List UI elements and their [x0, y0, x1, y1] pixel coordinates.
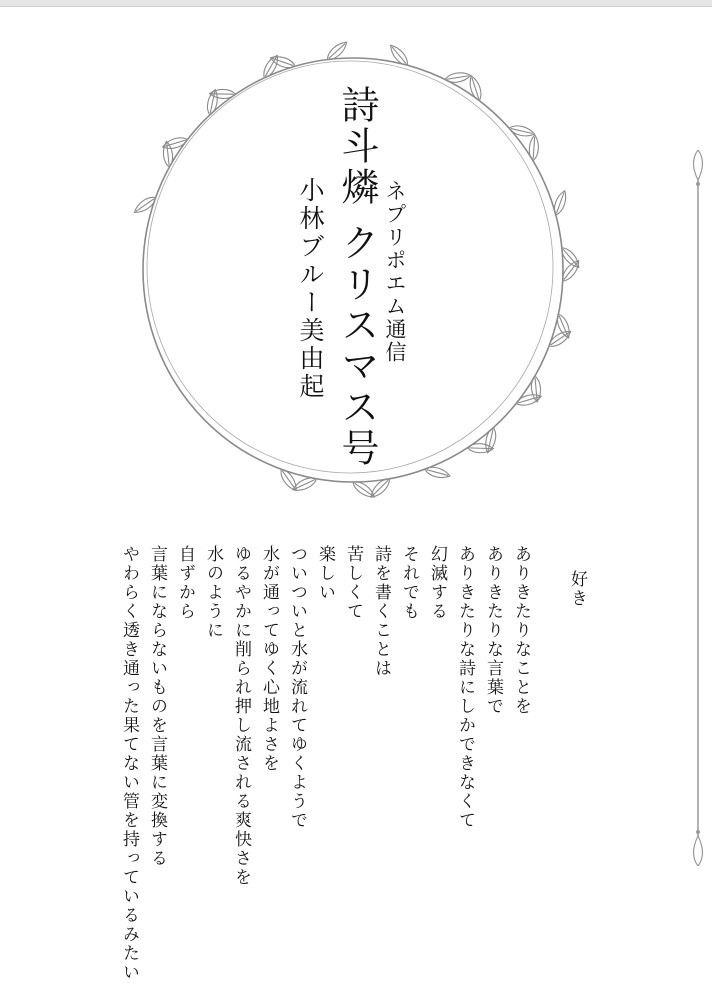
- poem: [119, 540, 600, 982]
- vertical-scroll-ornament-icon: [688, 150, 708, 866]
- poem-line: 水が通ってゆく心地よさを: [259, 545, 279, 773]
- poem-line: 苦しくて: [343, 545, 363, 621]
- poem-line: ありきたりなことを: [511, 545, 531, 716]
- author-name: 小林ブルー美由起: [296, 177, 325, 401]
- leaf-icon: [508, 124, 535, 139]
- poem-line: ゆるやかに削られ押し流される爽快さを: [231, 545, 251, 887]
- poem-line: ありきたりな言葉で: [483, 545, 503, 716]
- poem-line: 楽しい: [315, 545, 335, 602]
- leaf-icon: [529, 135, 540, 162]
- main-title: 詩斗燐 クリスマス号: [335, 85, 379, 470]
- title-block: [290, 85, 420, 485]
- leaf-icon: [387, 42, 411, 68]
- poem-line: 幻滅する: [427, 545, 447, 621]
- leaf-icon: [515, 392, 542, 408]
- leaf-icon: [483, 426, 498, 453]
- poem-line: 詩を書くことは: [371, 545, 391, 678]
- leaf-icon: [547, 328, 574, 350]
- poem-line: それでも: [399, 545, 419, 621]
- poem-line: 水のように: [203, 545, 223, 640]
- leaf-icon: [424, 465, 451, 480]
- poem-line: 言葉にならないものを言葉に変換する: [147, 545, 167, 868]
- leaf-icon: [552, 189, 569, 217]
- leaf-icon: [467, 75, 484, 103]
- poem-line: 自ずから: [175, 545, 195, 621]
- poem-title: 好き: [567, 570, 587, 608]
- top-border: [0, 0, 712, 7]
- poem-line: ありきたりな詩にしかできなくて: [455, 545, 475, 830]
- leaf-icon: [161, 135, 188, 151]
- poem-line: やわらく透き通った果てない管を持っているみたい: [119, 545, 139, 982]
- poem-line: ついついと水が流れてゆくようで: [287, 545, 307, 830]
- series-title: ネプリポエム通信: [383, 180, 407, 364]
